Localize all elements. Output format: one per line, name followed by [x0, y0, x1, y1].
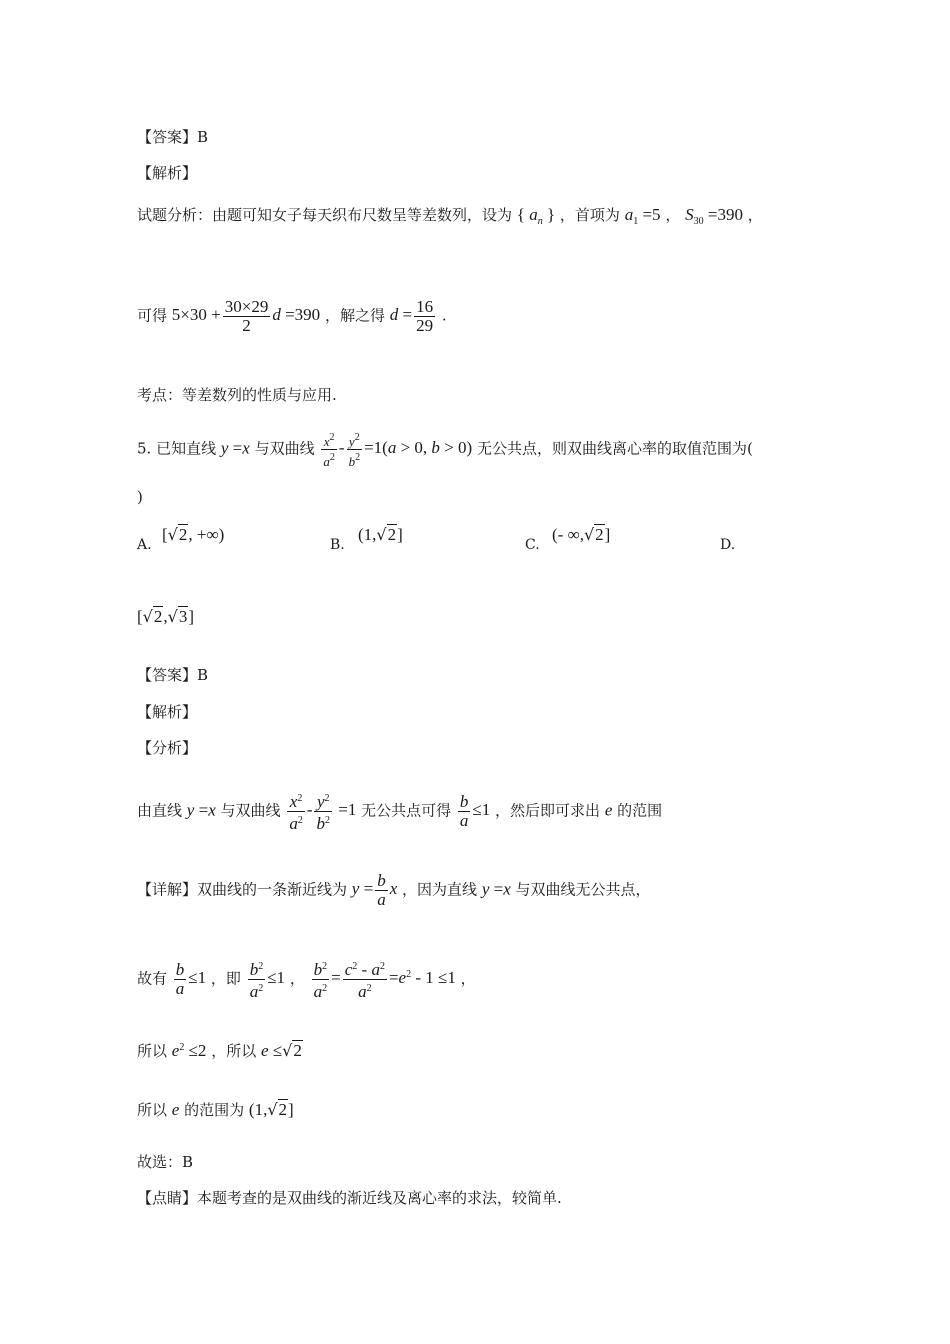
q4-analysis-line1: 试题分析：由题可知女子每天织布尺数呈等差数列，设为 { $a_n$ } ，首项为 $a_1 =5$ ， $S_{30} =390$ ， [137, 205, 763, 227]
option-c-label: C. [525, 537, 540, 553]
formula-e: e [171, 1100, 180, 1119]
option-b-formula: (1,√2] [358, 525, 403, 544]
q5-detail: 【详解】双曲线的一条渐近线为 y = $\frac{b}{a}$ x ，因为直线 y =x 与双曲线无公共点， [137, 871, 651, 909]
option-c-formula: (- ∞,√2] [552, 525, 611, 544]
q5-fenxi: 由直线 y =x 与双曲线 $\frac{x^2}{a^2}$ - $\frac{y^2}{b^2}$ =1 无公共点可得 $\frac{b}{a}$ ≤1 ，然后即可求出 e 的范围 [137, 792, 663, 833]
q5-stem: 5. 已知直线 y =x 与双曲线 $\frac{x^2}{a^2}$ - $\frac{y^2}{b^2}$ =1(a > 0, b > 0) 无公共点，则双曲线离心率的取值范围为( [137, 432, 753, 469]
formula-s30: $S_{30} =390$ [685, 205, 743, 227]
q4-analysis-line2: 可得 5×30 + $\frac{30\times 29}{2}$ d =390 ，解之得 d = $\frac{16}{29}$ . [137, 297, 447, 335]
formula-line-y-eq-x: y =x [481, 879, 511, 899]
formula-a1: $a_1 =5$ [624, 205, 661, 227]
q4-kaodian: 考点：等差数列的性质与应用. [137, 386, 337, 404]
formula-line-y-eq-x: y =x [220, 438, 250, 458]
formula-sum-equation: 5×30 + $\frac{30\times 29}{2}$ d =390 [171, 297, 321, 335]
q5-suoyi1: 所以 $e^2 \le 2$ ，所以 e ≤√2 [137, 1041, 302, 1060]
q5-analysis-heading: 【解析】 [137, 703, 198, 721]
formula-asymptote: y = $\frac{b}{a}$ x [351, 871, 398, 909]
q5-stem-close: ) [137, 488, 143, 506]
formula-hyperbola: $\frac{x^2}{a^2}$ - $\frac{y^2}{b^2}$ =1(a > 0, b > 0) [323, 432, 473, 469]
q5-suoyi2: 所以 e 的范围为 (1,√2] [137, 1100, 294, 1119]
formula-e-le-sqrt2: e ≤√2 [261, 1041, 302, 1060]
formula-b2-over-a2-le-1: $\frac{b^2}{a^2}$ ≤1 [249, 960, 286, 1001]
formula-hyperbola-eq: $\frac{x^2}{a^2}$ - $\frac{y^2}{b^2}$ =1 [289, 792, 357, 833]
q5-dianjing: 【点睛】本题考查的是双曲线的渐近线及离心率的求法，较简单. [137, 1189, 562, 1207]
q5-guxuan: 故选：B [137, 1153, 194, 1171]
q4-analysis-heading: 【解析】 [137, 164, 198, 182]
option-a-formula: [√2, +∞) [162, 525, 225, 544]
formula-d-value: d = $\frac{16}{29}$ [389, 297, 434, 335]
q5-answer: 【答案】B [137, 666, 209, 684]
formula-b-over-a-le-1: $\frac{b}{a}$ ≤1 [459, 792, 491, 830]
formula-e-squared-chain: $\frac{b^2}{a^2}$ = $\frac{c^2 - a^2}{a^2}$ $=e^2 - 1 \le 1$ [313, 960, 456, 1001]
option-d-formula: [√2,√3] [137, 607, 194, 626]
formula-b-over-a-le-1: $\frac{b}{a}$ ≤1 [175, 960, 207, 998]
q5-fenxi-heading: 【分析】 [137, 739, 198, 757]
q4-answer: 【答案】B [137, 128, 209, 146]
formula-range-result: (1,√2] [248, 1100, 294, 1119]
formula-e2-le-2: $e^2 \le 2$ [171, 1041, 207, 1060]
option-a-label: A. [137, 537, 152, 553]
option-b-label: B. [330, 537, 345, 553]
option-d-label: D. [720, 537, 736, 553]
formula-line-y-eq-x: y =x [186, 800, 216, 820]
q5-gu: 故有 $\frac{b}{a}$ ≤1 ，即 $\frac{b^2}{a^2}$ ≤1 ， $\frac{b^2}{a^2}$ = $\frac{c^2 - a^2}{a^2}$ $=e^2 - 1 \le 1$ ， [137, 960, 476, 1001]
sequence-an: { $a_n$ } [516, 205, 556, 227]
formula-e: e [604, 800, 613, 820]
